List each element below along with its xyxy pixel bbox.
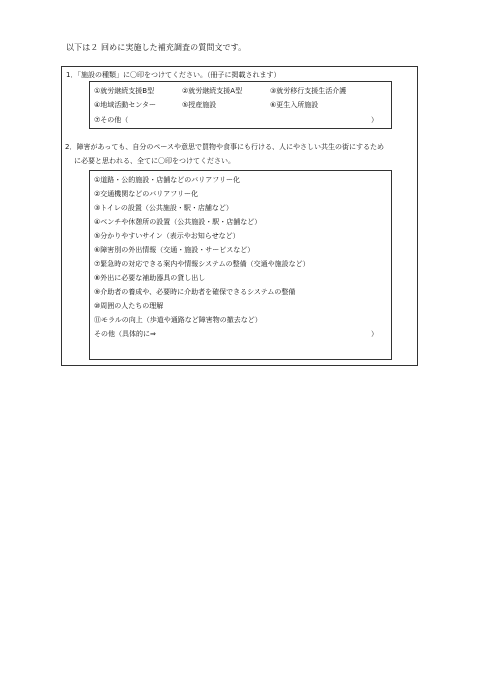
need-item-11[interactable]: ⑪モラルの向上（歩道や通路など障害物の撤去など） [94,316,262,324]
facility-type-options-box [89,81,392,129]
facility-option-5[interactable]: ⑤授産施設 [182,101,217,109]
need-item-10[interactable]: ⑩周囲の人たちの理解 [94,302,164,310]
question-2-line-2: に必要と思われる、全てに〇印をつけてください。 [74,157,235,165]
need-other-close-paren: ） [371,330,378,338]
questionnaire-frame [61,66,418,366]
facility-option-3[interactable]: ③就労移行支援生活介護 [270,87,347,95]
need-item-8[interactable]: ⑧外出に必要な補助器具の貸し出し [94,274,206,282]
need-item-4[interactable]: ④ベンチや休憩所の設置（公共施設・駅・店舗など） [94,218,262,226]
facility-option-4[interactable]: ④地域活動センター [94,101,156,109]
question-2-text [65,140,384,168]
facility-option-1[interactable]: ①就労継続支援B型 [94,87,155,95]
need-item-1[interactable]: ①道路・公的施設・店舗などのバリアフリー化 [94,176,240,184]
need-item-other[interactable]: その他（具体的に⇒ [94,330,156,338]
need-item-2[interactable]: ②交通機関などのバリアフリー化 [94,190,198,198]
question-2-line-1: 2．障害があっても、自分のペースや意思で買物や食事にも行ける、人にやさしい共生の街にするため [65,143,385,151]
need-item-9[interactable]: ⑨介助者の養成や、必要時に介助者を確保できるシステムの整備 [94,288,296,296]
needs-options-box [89,170,392,360]
need-item-3[interactable]: ③トイレの設置（公共施設・駅・店舗など） [94,204,233,212]
facility-option-6[interactable]: ⑥更生入所施設 [270,101,319,109]
question-1-text: 1．「施設の種類」に〇印をつけてください。（冊子に掲載されます） [66,71,281,79]
facility-other-close-paren: ） [371,116,378,124]
intro-text: 以下は２ 回めに実施した補充調査の質問文です。 [66,43,247,52]
need-item-5[interactable]: ⑤分かりやすいサイン（表示やお知らせなど） [94,232,240,240]
facility-option-other[interactable]: ⑦その他（ [94,116,129,124]
need-item-6[interactable]: ⑥障害別の外出情報（交通・施設・サービスなど） [94,246,255,254]
facility-option-2[interactable]: ②就労継続支援A型 [182,87,243,95]
need-item-7[interactable]: ⑦緊急時の対応できる案内や情報システムの整備（交通や施設など） [94,260,310,268]
